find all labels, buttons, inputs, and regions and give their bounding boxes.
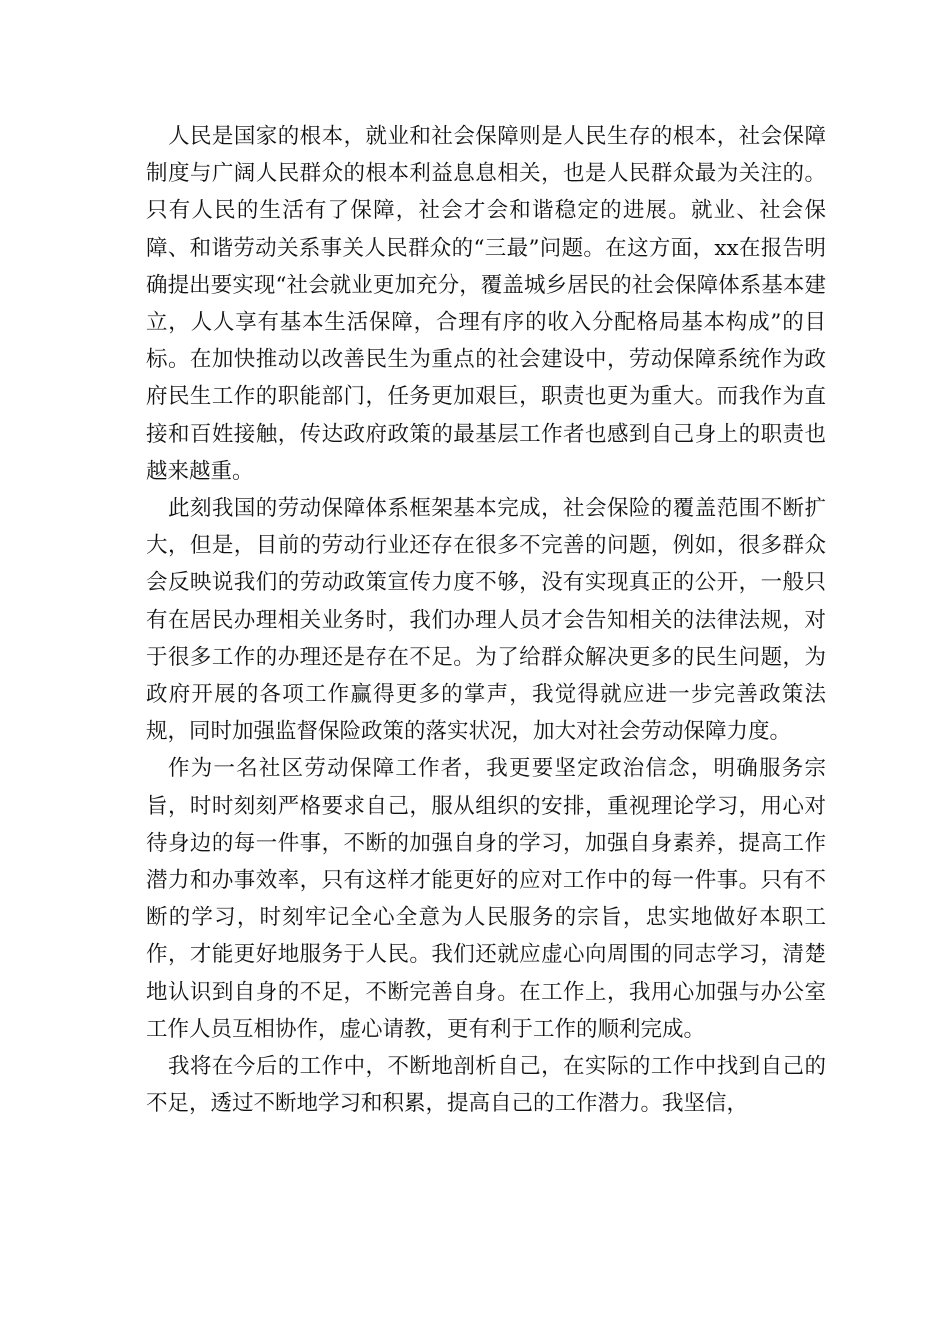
paragraph-1: 人民是国家的根本，就业和社会保障则是人民生存的根本，社会保障制度与广阔人民群众的根本利益息息相关，也是人民群众最为关注的。只有人民的生活有了保障，社会才会和谐稳定的进展。就业、社会保障、和谐劳动关系事关人民群众的“三最”问题。在这方面，xx在报告明确提出要实现“社会就业更加充分，覆盖城乡居民的社会保障体系基本建立，人人享有基本生活保障，合理有序的收入分配格局基本构成”的目标。在加快推动以改善民生为重点的社会建设中，劳动保障系统作为政府民生工作的职能部门，任务更加艰巨，职责也更为重大。而我作为直接和百姓接触，传达政府政策的最基层工作者也感到自己身上的职责也越来越重。 — [146, 124, 826, 484]
paragraph-4: 我将在今后的工作中，不断地剖析自己，在实际的工作中找到自己的不足，透过不断地学习和积累，提高自己的工作潜力。我坚信， — [146, 1054, 826, 1117]
document-body — [146, 118, 826, 1122]
paragraph-3: 作为一名社区劳动保障工作者，我更要坚定政治信念，明确服务宗旨，时时刻刻严格要求自己，服从组织的安排，重视理论学习，用心对待身边的每一件事，不断的加强自身的学习，加强自身素养，提高工作潜力和办事效率，只有这样才能更好的应对工作中的每一件事。只有不断的学习，时刻牢记全心全意为人民服务的宗旨，忠实地做好本职工作，才能更好地服务于人民。我们还就应虚心向周围的同志学习，清楚地认识到自身的不足，不断完善自身。在工作上，我用心加强与办公室工作人员互相协作，虚心请教，更有利于工作的顺利完成。 — [146, 756, 826, 1042]
paragraph-2: 此刻我国的劳动保障体系框架基本完成，社会保险的覆盖范围不断扩大，但是，目前的劳动行业还存在很多不完善的问题，例如，很多群众会反映说我们的劳动政策宣传力度不够，没有实现真正的公开，一般只有在居民办理相关业务时，我们办理人员才会告知相关的法律法规，对于很多工作的办理还是存在不足。为了给群众解决更多的民生问题，为政府开展的各项工作赢得更多的掌声，我觉得就应进一步完善政策法规，同时加强监督保险政策的落实状况，加大对社会劳动保障力度。 — [146, 496, 826, 745]
